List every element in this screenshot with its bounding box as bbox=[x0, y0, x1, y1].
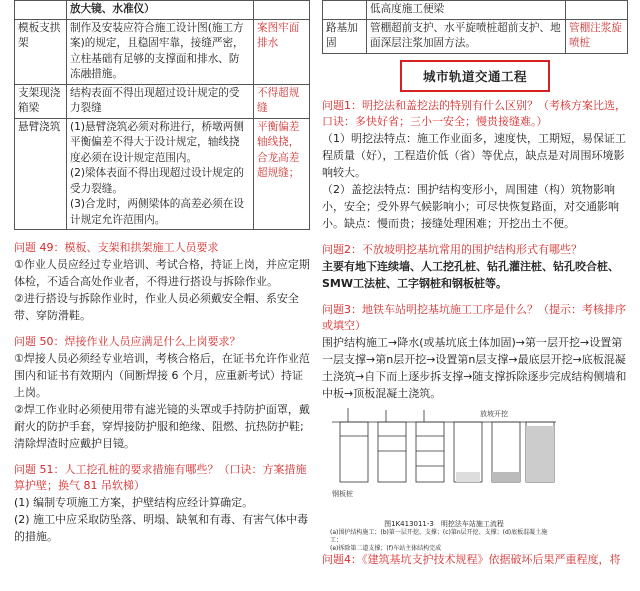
svg-text:放坡开挖: 放坡开挖 bbox=[480, 409, 508, 418]
right-column bbox=[322, 0, 628, 591]
question-title: 问题 51：人工挖孔桩的要求措施有哪些？（口诀：方案措施算护壁；换气 81 吊软梯） bbox=[14, 463, 307, 492]
question-3: 问题3：地铁车站明挖基坑施工工序是什么？（提示：考核排序或填空） 围护结构施工→降水(或基坑底土体加固)→第一层开挖→设置第一层支撑→第n层开挖→设置第n层支撑→最底层开挖→底板混凝土浇筑→自下而上逐步拆支撑→随支撑拆除逐步完成结构侧墙和中板→顶板混凝土浇筑。 bbox=[322, 302, 627, 400]
construction-diagram bbox=[330, 406, 558, 516]
question-51: 问题 51：人工挖孔桩的要求措施有哪些？（口诀：方案措施算护壁；换气 81 吊软梯） (1) 编制专项施工方案，护壁结构应经计算确定。 (2) 施工中应采取防坠落、明塌、缺氧和有毒、有害气体中毒的措施。 bbox=[14, 463, 309, 543]
station-construction-figure: 钢板桩 放坡开挖 图1K413011-3 明挖法车站施工流程 (a)围护结构施工；(b)第一层开挖、支撑；(c)第n层开挖、支撑；(d)底板混凝土施工； (e)拆除第二道支撑；(f)车站主体结构完成 bbox=[330, 406, 558, 546]
question-title: 问题 50：焊接作业人员应满足什么上岗要求？ bbox=[14, 335, 241, 348]
left-column bbox=[14, 0, 310, 591]
table-row: 路基加固 管棚超前支护、水平旋喷桩超前支护、地面深层注浆加固方法。 管棚注浆旋喷桩 bbox=[323, 19, 628, 53]
table-row: 模板支拱架 制作及安装应符合施工设计图(施工方案)的规定，且稳固牢靠，接缝严密，立柱基础有足够的支撑面和排水、防冻融措施。 案图牢面排水 bbox=[15, 19, 310, 84]
question-2: 问题2：不放坡明挖基坑常用的围护结构形式有哪些？ 主要有地下连续墙、人工挖孔桩、钻孔灌注桩、钻孔咬合桩、SMW工法桩、工字钢桩和钢板桩等。 bbox=[322, 242, 619, 290]
svg-text:钢板桩: 钢板桩 bbox=[332, 489, 353, 498]
table-row: 悬臂浇筑 (1)悬臂浇筑必须对称进行，桥墩两侧平衡偏差不得大于设计规定，轴线挠度必须在设计规定范围内。 (2)梁体表面不得出现超过设计规定的受力裂缝。 (3)合龙时，两侧梁体的高差必须在设计规定允许范围内。 平衡偏差轴线挠，合龙高差超规缝； bbox=[15, 118, 310, 230]
table-row: 支架现浇箱梁 结构表面不得出现超过设计规定的受力裂缝 不得超规缝 bbox=[15, 84, 310, 118]
question-49: 问题 49：模板、支架和拱架施工人员要求 ①作业人员应经过专业培训、考试合格，持证上岗，并应定期体检，不适合高处作业者，不得进行搭设与拆除作业。 ②进行搭设与拆除作业时，作业人员必须戴安全帽、系安全带、穿防滑鞋。 bbox=[14, 241, 310, 322]
quality-table bbox=[14, 0, 310, 230]
question-4: 问题4：《建筑基坑支护技术规程》依据破坏后果严重程度，将 bbox=[322, 552, 621, 566]
question-1: 问题1：明挖法和盖挖法的特别有什么区别？（考核方案比选， 口诀：多快好省；三小一安全；慢贵接缝难。） （1）明挖法特点：施工作业面多，速度快，工期短，易保证工程质量（好），工程造价低（省）等优点，缺点是对周围环境影响较大。 （2）盖挖法特点：围护结构变形小，周围建（构）筑物影响小，安全；受外界气候影响小；可尽快恢复路面，对交通影响小。缺点：慢而贵；接缝处理困难；开挖出土不便。 bbox=[322, 98, 626, 230]
question-50: 问题 50：焊接作业人员应满足什么上岗要求？ ①焊接人员必须经专业培训，考核合格后，在证书允许作业范围内和证书有效期内（间断焊接 6 个月，应重新考试）持证上岗。 ②焊工作业时必须使用带有滤光镜的头罩或手持防护面罩，戴耐火的防护手套，穿焊接防护服和绝缘、阻燃、抗热防护鞋;清除焊渣时应戴护目镜。 bbox=[14, 335, 310, 450]
reinforcement-table: 低高度施工便梁 路基加固 管棚超前支护、水平旋喷桩超前支护、地面深层注浆加固方法。 管棚注浆旋喷桩 bbox=[322, 0, 628, 54]
table-top-cell: 放大镜、水准仪） bbox=[67, 1, 254, 20]
question-title: 问题 49：模板、支架和拱架施工人员要求 bbox=[14, 241, 219, 254]
section-banner: 城市轨道交通工程 bbox=[400, 60, 550, 92]
